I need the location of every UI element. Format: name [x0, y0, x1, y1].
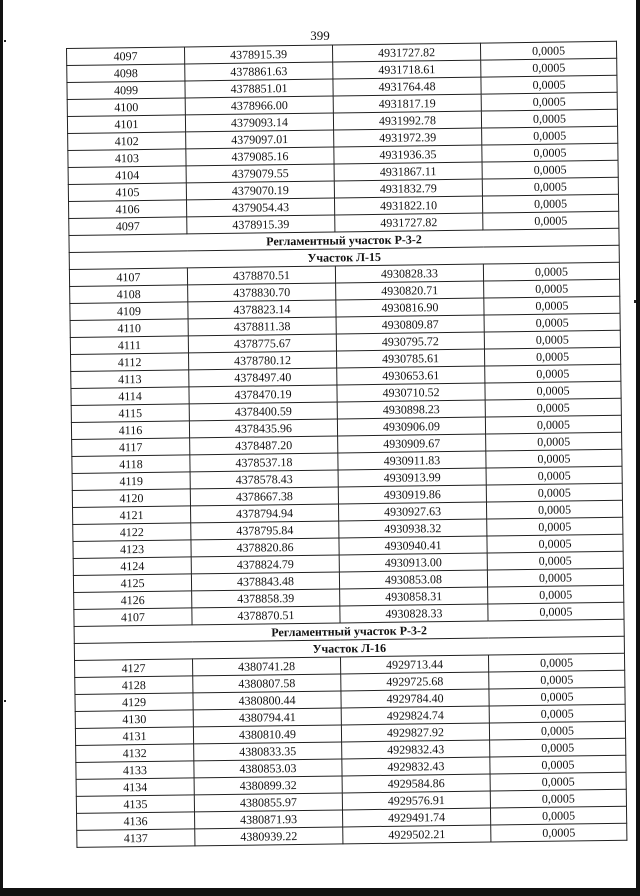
accuracy-cell: 0,0005: [485, 415, 621, 434]
point-number-cell: 4116: [71, 421, 189, 440]
accuracy-cell: 0,0005: [487, 551, 623, 570]
point-number-cell: 4117: [72, 438, 190, 457]
accuracy-cell: 0,0005: [482, 177, 618, 196]
y-coordinate-cell: 4930927.63: [338, 502, 486, 521]
x-coordinate-cell: 4380810.49: [193, 725, 341, 744]
x-coordinate-cell: 4378823.14: [188, 300, 336, 319]
y-coordinate-cell: 4930858.31: [340, 587, 488, 606]
point-number-cell: 4137: [77, 829, 195, 848]
accuracy-cell: 0,0005: [486, 500, 622, 519]
x-coordinate-cell: 4378795.84: [191, 521, 339, 540]
x-coordinate-cell: 4378667.38: [190, 487, 338, 506]
accuracy-cell: 0,0005: [486, 466, 622, 485]
accuracy-cell: 0,0005: [489, 704, 625, 723]
subsection-heading: Участок Л-15: [69, 245, 619, 269]
accuracy-cell: 0,0005: [489, 721, 625, 740]
accuracy-cell: 0,0005: [486, 432, 622, 451]
y-coordinate-cell: 4930913.00: [339, 553, 487, 572]
point-number-cell: 4097: [69, 217, 187, 236]
point-number-cell: 4127: [75, 659, 193, 678]
y-coordinate-cell: 4931832.79: [334, 179, 482, 198]
y-coordinate-cell: 4929713.44: [340, 655, 488, 674]
x-coordinate-cell: 4378858.39: [192, 589, 340, 608]
x-coordinate-cell: 4378824.79: [191, 555, 339, 574]
accuracy-cell: 0,0005: [480, 41, 616, 60]
point-number-cell: 4097: [67, 47, 185, 66]
subsection-heading: Участок Л-16: [74, 636, 624, 660]
point-number-cell: 4126: [74, 591, 192, 610]
x-coordinate-cell: 4380899.32: [194, 776, 342, 795]
x-coordinate-cell: 4380741.28: [193, 657, 341, 676]
y-coordinate-cell: 4929832.43: [342, 757, 490, 776]
x-coordinate-cell: 4380871.93: [195, 810, 343, 829]
point-number-cell: 4136: [77, 812, 195, 831]
y-coordinate-cell: 4931822.10: [334, 196, 482, 215]
x-coordinate-cell: 4378775.67: [188, 334, 336, 353]
accuracy-cell: 0,0005: [481, 92, 617, 111]
accuracy-cell: 0,0005: [487, 534, 623, 553]
scan-border-bottom: [0, 888, 640, 896]
accuracy-cell: 0,0005: [484, 330, 620, 349]
y-coordinate-cell: 4929725.68: [341, 672, 489, 691]
x-coordinate-cell: 4379070.19: [186, 181, 334, 200]
section-heading: Регламентный участок Р-3-2: [74, 619, 624, 643]
y-coordinate-cell: 4929502.21: [343, 825, 491, 844]
y-coordinate-cell: 4931867.11: [334, 162, 482, 181]
x-coordinate-cell: 4378820.86: [191, 538, 339, 557]
accuracy-cell: 0,0005: [484, 279, 620, 298]
x-coordinate-cell: 4379054.43: [186, 198, 334, 217]
y-coordinate-cell: 4929832.43: [342, 740, 490, 759]
accuracy-cell: 0,0005: [481, 109, 617, 128]
coordinates-table-body: [67, 41, 627, 847]
y-coordinate-cell: 4930906.09: [337, 417, 485, 436]
accuracy-cell: 0,0005: [488, 653, 624, 672]
accuracy-cell: 0,0005: [490, 755, 626, 774]
point-number-cell: 4101: [67, 115, 185, 134]
y-coordinate-cell: 4930828.33: [335, 264, 483, 283]
accuracy-cell: 0,0005: [484, 296, 620, 315]
x-coordinate-cell: 4378794.94: [191, 504, 339, 523]
x-coordinate-cell: 4380855.97: [194, 793, 342, 812]
point-number-cell: 4107: [69, 268, 187, 287]
accuracy-cell: 0,0005: [485, 381, 621, 400]
x-coordinate-cell: 4378870.51: [187, 266, 335, 285]
point-number-cell: 4129: [75, 693, 193, 712]
point-number-cell: 4106: [69, 200, 187, 219]
x-coordinate-cell: 4378780.12: [189, 351, 337, 370]
accuracy-cell: 0,0005: [481, 75, 617, 94]
x-coordinate-cell: 4378843.48: [191, 572, 339, 591]
point-number-cell: 4118: [72, 455, 190, 474]
accuracy-cell: 0,0005: [488, 585, 624, 604]
page-number: 399: [310, 28, 330, 43]
point-number-cell: 4114: [71, 387, 189, 406]
x-coordinate-cell: 4378966.00: [185, 96, 333, 115]
point-number-cell: 4103: [68, 149, 186, 168]
y-coordinate-cell: 4929827.92: [341, 723, 489, 742]
accuracy-cell: 0,0005: [483, 262, 619, 281]
x-coordinate-cell: 4379093.14: [185, 113, 333, 132]
x-coordinate-cell: 4378497.40: [189, 368, 337, 387]
y-coordinate-cell: 4931764.48: [333, 77, 481, 96]
accuracy-cell: 0,0005: [484, 347, 620, 366]
x-coordinate-cell: 4380794.41: [193, 708, 341, 727]
accuracy-cell: 0,0005: [490, 772, 626, 791]
x-coordinate-cell: 4378400.59: [189, 402, 337, 421]
y-coordinate-cell: 4930820.71: [336, 281, 484, 300]
y-coordinate-cell: 4930898.23: [337, 400, 485, 419]
x-coordinate-cell: 4380939.22: [195, 827, 343, 846]
point-number-cell: 4115: [71, 404, 189, 423]
y-coordinate-cell: 4929491.74: [342, 808, 490, 827]
y-coordinate-cell: 4929784.40: [341, 689, 489, 708]
accuracy-cell: 0,0005: [491, 823, 627, 842]
point-number-cell: 4107: [74, 608, 192, 627]
accuracy-cell: 0,0005: [485, 398, 621, 417]
point-number-cell: 4121: [73, 506, 191, 525]
x-coordinate-cell: 4379079.55: [186, 164, 334, 183]
scan-speck: [4, 700, 6, 702]
point-number-cell: 4125: [73, 574, 191, 593]
y-coordinate-cell: 4931727.82: [332, 43, 480, 62]
y-coordinate-cell: 4931972.39: [334, 128, 482, 147]
coordinates-table: [66, 41, 627, 848]
point-number-cell: 4123: [73, 540, 191, 559]
point-number-cell: 4099: [67, 81, 185, 100]
y-coordinate-cell: 4931817.19: [333, 94, 481, 113]
accuracy-cell: 0,0005: [489, 687, 625, 706]
scan-border-right: [636, 0, 640, 896]
point-number-cell: 4130: [75, 710, 193, 729]
accuracy-cell: 0,0005: [489, 670, 625, 689]
y-coordinate-cell: 4930938.32: [339, 519, 487, 538]
x-coordinate-cell: 4378487.20: [190, 436, 338, 455]
point-number-cell: 4111: [70, 336, 188, 355]
point-number-cell: 4135: [76, 795, 194, 814]
y-coordinate-cell: 4930911.83: [338, 451, 486, 470]
x-coordinate-cell: 4378435.96: [189, 419, 337, 438]
point-number-cell: 4119: [72, 472, 190, 491]
y-coordinate-cell: 4931936.35: [334, 145, 482, 164]
y-coordinate-cell: 4931727.82: [335, 213, 483, 232]
point-number-cell: 4100: [67, 98, 185, 117]
point-number-cell: 4110: [70, 319, 188, 338]
x-coordinate-cell: 4378470.19: [189, 385, 337, 404]
point-number-cell: 4122: [73, 523, 191, 542]
x-coordinate-cell: 4380807.58: [193, 674, 341, 693]
y-coordinate-cell: 4929584.86: [342, 774, 490, 793]
x-coordinate-cell: 4380800.44: [193, 691, 341, 710]
y-coordinate-cell: 4930828.33: [340, 604, 488, 623]
y-coordinate-cell: 4930919.86: [338, 485, 486, 504]
accuracy-cell: 0,0005: [487, 517, 623, 536]
accuracy-cell: 0,0005: [490, 806, 626, 825]
y-coordinate-cell: 4930853.08: [339, 570, 487, 589]
x-coordinate-cell: 4379085.16: [186, 147, 334, 166]
accuracy-cell: 0,0005: [482, 194, 618, 213]
x-coordinate-cell: 4379097.01: [186, 130, 334, 149]
point-number-cell: 4128: [75, 676, 193, 695]
x-coordinate-cell: 4378537.18: [190, 453, 338, 472]
point-number-cell: 4132: [76, 744, 194, 763]
point-number-cell: 4113: [71, 370, 189, 389]
point-number-cell: 4131: [75, 727, 193, 746]
accuracy-cell: 0,0005: [486, 483, 622, 502]
y-coordinate-cell: 4930785.61: [336, 349, 484, 368]
point-number-cell: 4109: [70, 302, 188, 321]
accuracy-cell: 0,0005: [482, 160, 618, 179]
y-coordinate-cell: 4930816.90: [336, 298, 484, 317]
scan-border-left: [0, 0, 3, 896]
point-number-cell: 4124: [73, 557, 191, 576]
point-number-cell: 4133: [76, 761, 194, 780]
accuracy-cell: 0,0005: [481, 58, 617, 77]
document-sheet: [66, 41, 626, 848]
y-coordinate-cell: 4930913.99: [338, 468, 486, 487]
point-number-cell: 4098: [67, 64, 185, 83]
x-coordinate-cell: 4378915.39: [187, 215, 335, 234]
point-number-cell: 4134: [76, 778, 194, 797]
accuracy-cell: 0,0005: [490, 738, 626, 757]
accuracy-cell: 0,0005: [483, 211, 619, 230]
y-coordinate-cell: 4931718.61: [333, 60, 481, 79]
x-coordinate-cell: 4380833.35: [194, 742, 342, 761]
point-number-cell: 4105: [68, 183, 186, 202]
x-coordinate-cell: 4378578.43: [190, 470, 338, 489]
x-coordinate-cell: 4378851.01: [185, 79, 333, 98]
x-coordinate-cell: 4378811.38: [188, 317, 336, 336]
y-coordinate-cell: 4930909.67: [338, 434, 486, 453]
x-coordinate-cell: 4378830.70: [188, 283, 336, 302]
x-coordinate-cell: 4380853.03: [194, 759, 342, 778]
point-number-cell: 4102: [68, 132, 186, 151]
x-coordinate-cell: 4378870.51: [192, 606, 340, 625]
accuracy-cell: 0,0005: [485, 364, 621, 383]
accuracy-cell: 0,0005: [488, 602, 624, 621]
point-number-cell: 4104: [68, 166, 186, 185]
point-number-cell: 4120: [72, 489, 190, 508]
y-coordinate-cell: 4931992.78: [333, 111, 481, 130]
accuracy-cell: 0,0005: [484, 313, 620, 332]
y-coordinate-cell: 4929824.74: [341, 706, 489, 725]
y-coordinate-cell: 4929576.91: [342, 791, 490, 810]
y-coordinate-cell: 4930653.61: [337, 366, 485, 385]
x-coordinate-cell: 4378861.63: [185, 62, 333, 81]
accuracy-cell: 0,0005: [482, 143, 618, 162]
accuracy-cell: 0,0005: [487, 568, 623, 587]
y-coordinate-cell: 4930940.41: [339, 536, 487, 555]
y-coordinate-cell: 4930809.87: [336, 315, 484, 334]
section-heading: Регламентный участок Р-3-2: [69, 228, 619, 252]
y-coordinate-cell: 4930795.72: [336, 332, 484, 351]
y-coordinate-cell: 4930710.52: [337, 383, 485, 402]
accuracy-cell: 0,0005: [486, 449, 622, 468]
point-number-cell: 4108: [70, 285, 188, 304]
x-coordinate-cell: 4378915.39: [184, 45, 332, 64]
scan-speck: [634, 300, 636, 303]
point-number-cell: 4112: [71, 353, 189, 372]
accuracy-cell: 0,0005: [490, 789, 626, 808]
accuracy-cell: 0,0005: [482, 126, 618, 145]
